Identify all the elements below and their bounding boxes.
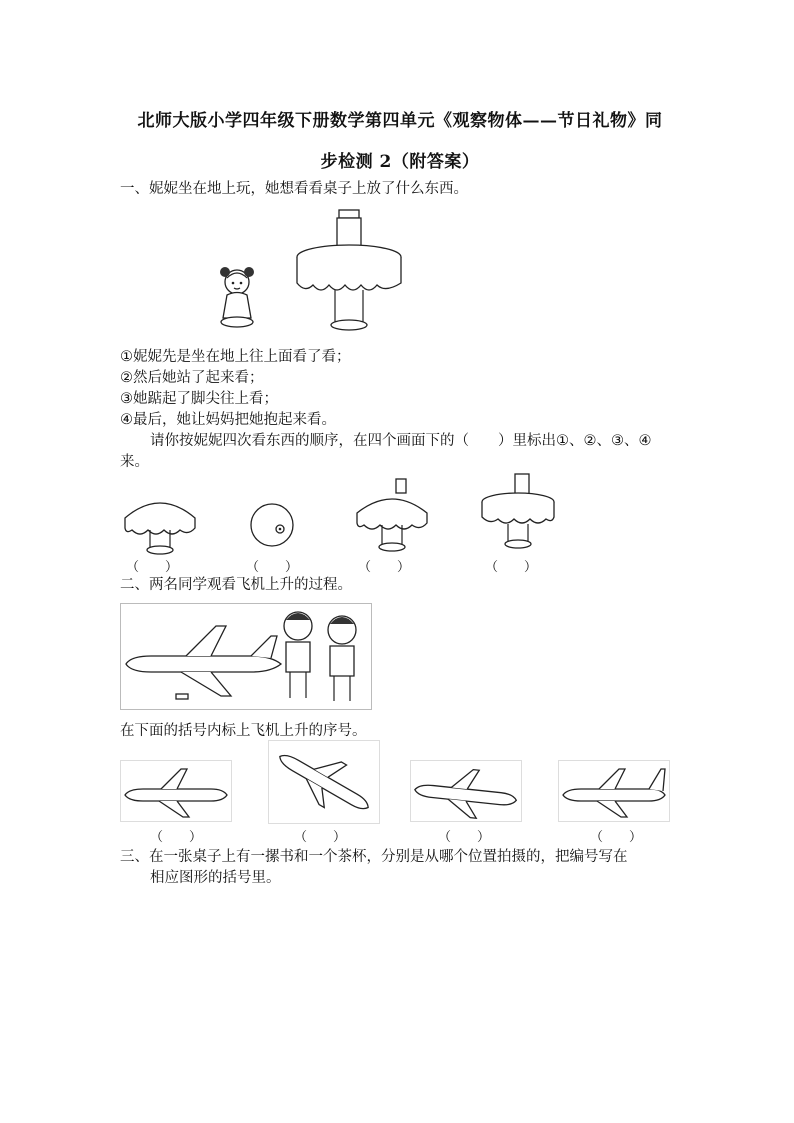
q2-answer-blank-1[interactable]: （ ） xyxy=(150,830,203,845)
table-with-bottle-illustration xyxy=(277,205,397,335)
page-title-line1: 北师大版小学四年级下册数学第四单元《观察物体——节日礼物》同 xyxy=(137,111,663,131)
airplane-frame-3 xyxy=(410,760,522,822)
q1-answer-blank-1[interactable]: （ ） xyxy=(126,560,179,575)
girl-illustration xyxy=(215,260,260,330)
q1-answer-blank-4[interactable]: （ ） xyxy=(485,560,538,575)
q1-step-3: ③她踮起了脚尖往上看； xyxy=(120,391,278,407)
two-boys-illustration xyxy=(276,606,366,706)
airplane-frame-1 xyxy=(120,760,232,822)
q3-stem-line2: 相应图形的括号里。 xyxy=(150,870,281,886)
airplane-frame-2 xyxy=(268,740,380,824)
q2-answer-blank-3[interactable]: （ ） xyxy=(438,830,491,845)
q3-stem-line1: 三、在一张桌子上有一摞书和一个茶杯，分别是从哪个位置拍摄的，把编号写在 xyxy=(120,849,628,865)
q1-step-4: ④最后，她让妈妈把她抱起来看。 xyxy=(120,412,336,428)
airplane-icon xyxy=(269,741,379,823)
q2-answer-blank-2[interactable]: （ ） xyxy=(294,830,347,845)
table-with-tall-bottle-view-icon xyxy=(478,472,558,552)
page-title-line2: 步检测 2（附答案） xyxy=(320,152,480,172)
q1-stem: 一、妮妮坐在地上玩，她想看看桌子上放了什么东西。 xyxy=(120,181,468,197)
airplane-icon xyxy=(559,761,669,821)
q2-answer-blank-4[interactable]: （ ） xyxy=(590,830,643,845)
q1-answer-blank-2[interactable]: （ ） xyxy=(246,560,299,575)
q2-instruction: 在下面的括号内标上飞机上升的序号。 xyxy=(120,723,367,739)
q1-step-2: ②然后她站了起来看； xyxy=(120,370,264,386)
airplane-icon xyxy=(121,761,231,821)
q2-stem: 二、两名同学观看飞机上升的过程。 xyxy=(120,577,352,593)
bottle-top-view-icon xyxy=(247,500,297,550)
airplane-icon xyxy=(411,761,521,821)
table-view-icon xyxy=(120,490,200,560)
q1-scene-illustration xyxy=(215,205,395,335)
airplane-frame-4 xyxy=(558,760,670,822)
q1-answer-blank-3[interactable]: （ ） xyxy=(358,560,411,575)
airplane-illustration xyxy=(121,616,291,696)
q1-step-1: ①妮妮先是坐在地上往上面看了看； xyxy=(120,349,351,365)
table-with-bottle-view-icon xyxy=(352,475,432,555)
q1-instruction-line1: 请你按妮妮四次看东西的顺序，在四个画面下的（ ）里标出①、②、③、④ xyxy=(150,433,652,449)
q2-scene-illustration xyxy=(120,603,372,710)
q1-instruction-line2: 来。 xyxy=(120,454,149,470)
